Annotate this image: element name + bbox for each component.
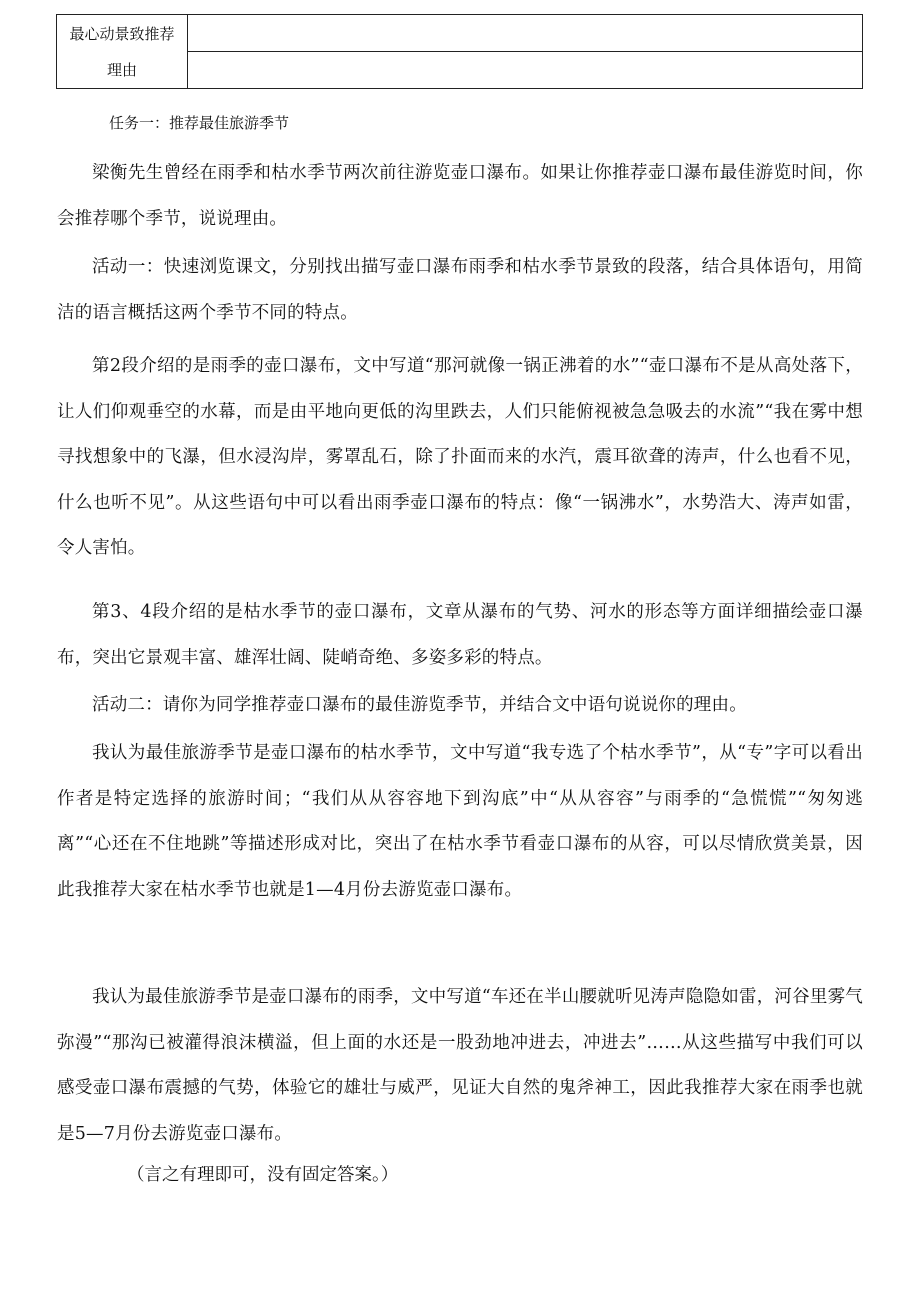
table-value-cell-2 bbox=[188, 52, 863, 89]
table-row bbox=[57, 15, 863, 52]
paragraph-intro: 梁衡先生曾经在雨季和枯水季节两次前往游览壶口瀑布。如果让你推荐壶口瀑布最佳游览时间，你会推荐哪个季节，说说理由。 bbox=[57, 163, 863, 229]
paragraph-answer-rainy-season: 我认为最佳旅游季节是壶口瀑布的雨季，文中写道“车还在半山腰就听见涛声隐隐如雷，河谷里雾气弥漫”“那沟已被灌得浪沫横溢，但上面的水还是一股劲地冲进去，冲进去”……从这些描写中我们可以感受壶口瀑布震撼的气势，体验它的雄壮与威严，见证大自然的鬼斧神工，因此我推荐大家在雨季也就是5—7月份去游览壶口瀑布。 bbox=[57, 987, 863, 1144]
table-label-line-1: 最心动景致推荐 bbox=[69, 24, 175, 43]
paragraph-rainy-season: 第2段介绍的是雨季的壶口瀑布，文中写道“那河就像一锅正沸着的水”“壶口瀑布不是从高处落下，让人们仰观垂空的水幕，而是由平地向更低的沟里跌去，人们只能俯视被急急吸去的水流”“我在雾中想寻找想象中的飞瀑，但水浸沟岸，雾罩乱石，除了扑面而来的水汽，震耳欲聋的涛声，什么也看不见，什么也听不见”。从这些语句中可以看出雨季壶口瀑布的特点：像“一锅沸水”，水势浩大、涛声如雷，令人害怕。 bbox=[57, 356, 863, 558]
paragraph-activity-one: 活动一：快速浏览课文，分别找出描写壶口瀑布雨季和枯水季节景致的段落，结合具体语句，用简洁的语言概括这两个季节不同的特点。 bbox=[57, 257, 863, 323]
task-title: 任务一：推荐最佳旅游季节 bbox=[109, 114, 290, 132]
paragraph-activity-two: 活动二：请你为同学推荐壶口瀑布的最佳游览季节，并结合文中语句说说你的理由。 bbox=[92, 695, 747, 715]
table-value-cell-1 bbox=[188, 15, 863, 52]
answer-note: （言之有理即可，没有固定答案。） bbox=[127, 1165, 399, 1185]
table-label-cell bbox=[57, 15, 188, 89]
paragraph-dry-season: 第3、4段介绍的是枯水季节的壶口瀑布，文章从瀑布的气势、河水的形态等方面详细描绘壶口瀑布，突出它景观丰富、雄浑壮阔、陡峭奇绝、多姿多彩的特点。 bbox=[57, 602, 863, 668]
recommendation-table bbox=[56, 14, 863, 89]
paragraph-answer-dry-season: 我认为最佳旅游季节是壶口瀑布的枯水季节，文中写道“我专选了个枯水季节”，从“专”字可以看出作者是特定选择的旅游时间；“我们从从容容地下到沟底”中“从从容容”与雨季的“急慌慌”“匆匆逃离”“心还在不住地跳”等描述形成对比，突出了在枯水季节看壶口瀑布的从容，可以尽情欣赏美景，因此我推荐大家在枯水季节也就是1—4月份去游览壶口瀑布。 bbox=[57, 743, 863, 900]
table-label-line-2: 理由 bbox=[106, 60, 137, 79]
